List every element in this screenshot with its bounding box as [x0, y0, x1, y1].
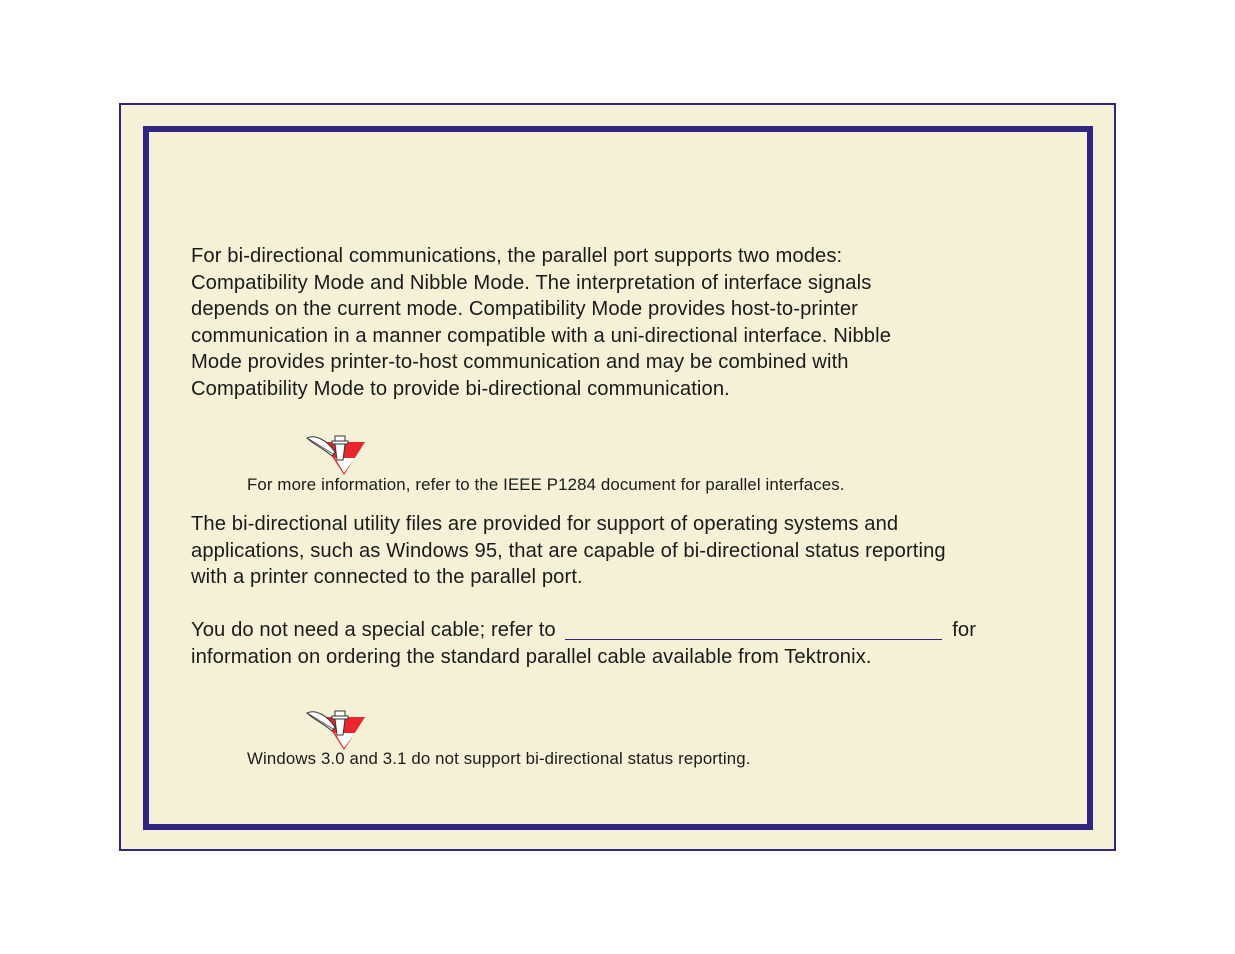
cable-text-after: for [952, 619, 977, 641]
paragraph-cable-info [191, 615, 976, 670]
text-line: depends on the current mode. Compatibility Mode provides host-to-printer [191, 298, 858, 320]
paragraph-utility-files [191, 511, 946, 591]
cross-reference-link[interactable] [565, 619, 942, 640]
text-line [191, 615, 976, 644]
note-ieee-reference: For more information, refer to the IEEE P1284 document for parallel interfaces. [247, 475, 845, 494]
text-line: Mode provides printer-to-host communication and may be combined with [191, 351, 849, 373]
note-quill-icon [305, 709, 365, 751]
paragraph-bidirectional-modes [191, 243, 891, 402]
note-quill-icon [305, 434, 365, 476]
text-line: with a printer connected to the parallel port. [191, 566, 583, 588]
text-line: Compatibility Mode to provide bi-directional communication. [191, 377, 730, 400]
text-line: For bi-directional communications, the parallel port supports two modes: [191, 245, 843, 267]
text-line: communication in a manner compatible with a uni-directional interface. Nibble [191, 324, 892, 347]
text-line: applications, such as Windows 95, that are capable of bi-directional status reporting [191, 539, 946, 562]
text-line: Compatibility Mode and Nibble Mode. The interpretation of interface signals [191, 271, 872, 294]
text-line: information on ordering the standard parallel cable available from Tektronix. [191, 645, 872, 668]
note-windows-support: Windows 3.0 and 3.1 do not support bi-directional status reporting. [247, 749, 751, 768]
text-line: The bi-directional utility files are provided for support of operating systems and [191, 513, 899, 535]
cable-text-before: You do not need a special cable; refer to [191, 619, 556, 641]
